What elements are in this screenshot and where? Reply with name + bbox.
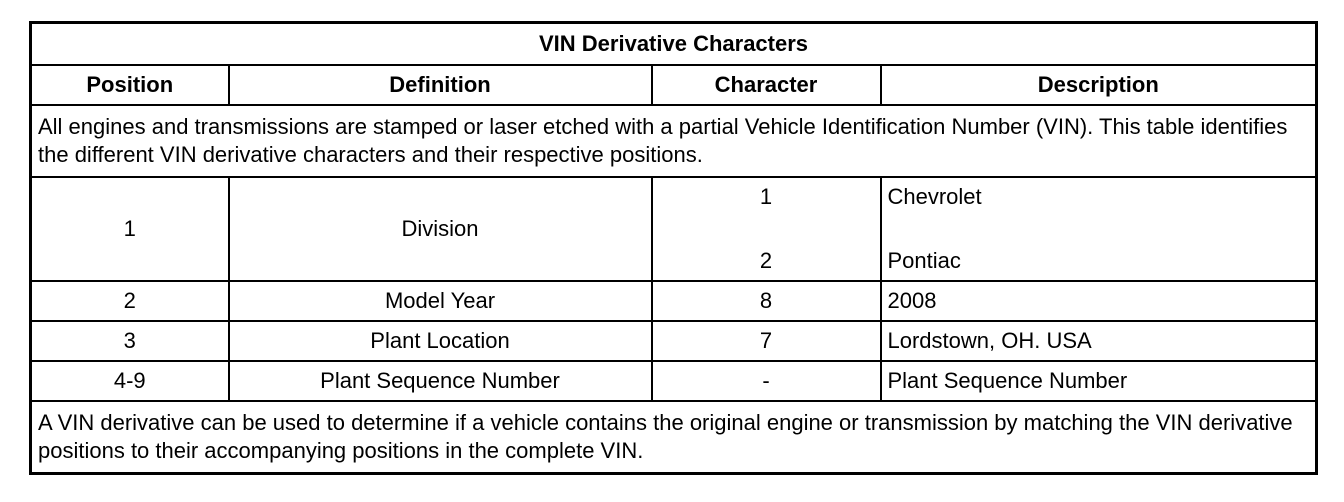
cell-definition: Division	[229, 177, 652, 281]
table-title: VIN Derivative Characters	[31, 23, 1317, 66]
cell-character: 8	[652, 281, 881, 321]
cell-description	[881, 177, 1317, 281]
table-row	[31, 321, 1317, 361]
cell-character: 7	[652, 321, 881, 361]
cell-description: Plant Sequence Number	[881, 361, 1317, 401]
character-value: 2	[759, 248, 773, 273]
table-title-row	[31, 23, 1317, 66]
header-definition: Definition	[229, 65, 652, 105]
footer-note-row	[31, 401, 1317, 474]
header-character: Character	[652, 65, 881, 105]
table-row	[31, 361, 1317, 401]
header-description: Description	[881, 65, 1317, 105]
table-header-row	[31, 65, 1317, 105]
cell-position: 3	[31, 321, 229, 361]
intro-note-row	[31, 105, 1317, 177]
header-position: Position	[31, 65, 229, 105]
description-value: Pontiac	[887, 248, 961, 273]
cell-character: -	[652, 361, 881, 401]
cell-definition: Model Year	[229, 281, 652, 321]
cell-description: Lordstown, OH. USA	[881, 321, 1317, 361]
vin-derivative-table	[29, 21, 1318, 475]
intro-note: All engines and transmissions are stamped or laser etched with a partial Vehicle Identification Number (VIN). This table identifies the different VIN derivative characters and their respective positions.	[31, 105, 1317, 177]
cell-description: 2008	[881, 281, 1317, 321]
table-row	[31, 177, 1317, 281]
footer-note: A VIN derivative can be used to determine if a vehicle contains the original engine or transmission by matching the VIN derivative positions to their accompanying positions in the complete VIN.	[31, 401, 1317, 474]
cell-position: 2	[31, 281, 229, 321]
cell-position: 1	[31, 177, 229, 281]
cell-definition: Plant Location	[229, 321, 652, 361]
table-row	[31, 281, 1317, 321]
cell-definition: Plant Sequence Number	[229, 361, 652, 401]
character-value: 1	[759, 184, 773, 209]
description-value: Chevrolet	[887, 184, 982, 209]
cell-position: 4-9	[31, 361, 229, 401]
cell-character	[652, 177, 881, 281]
